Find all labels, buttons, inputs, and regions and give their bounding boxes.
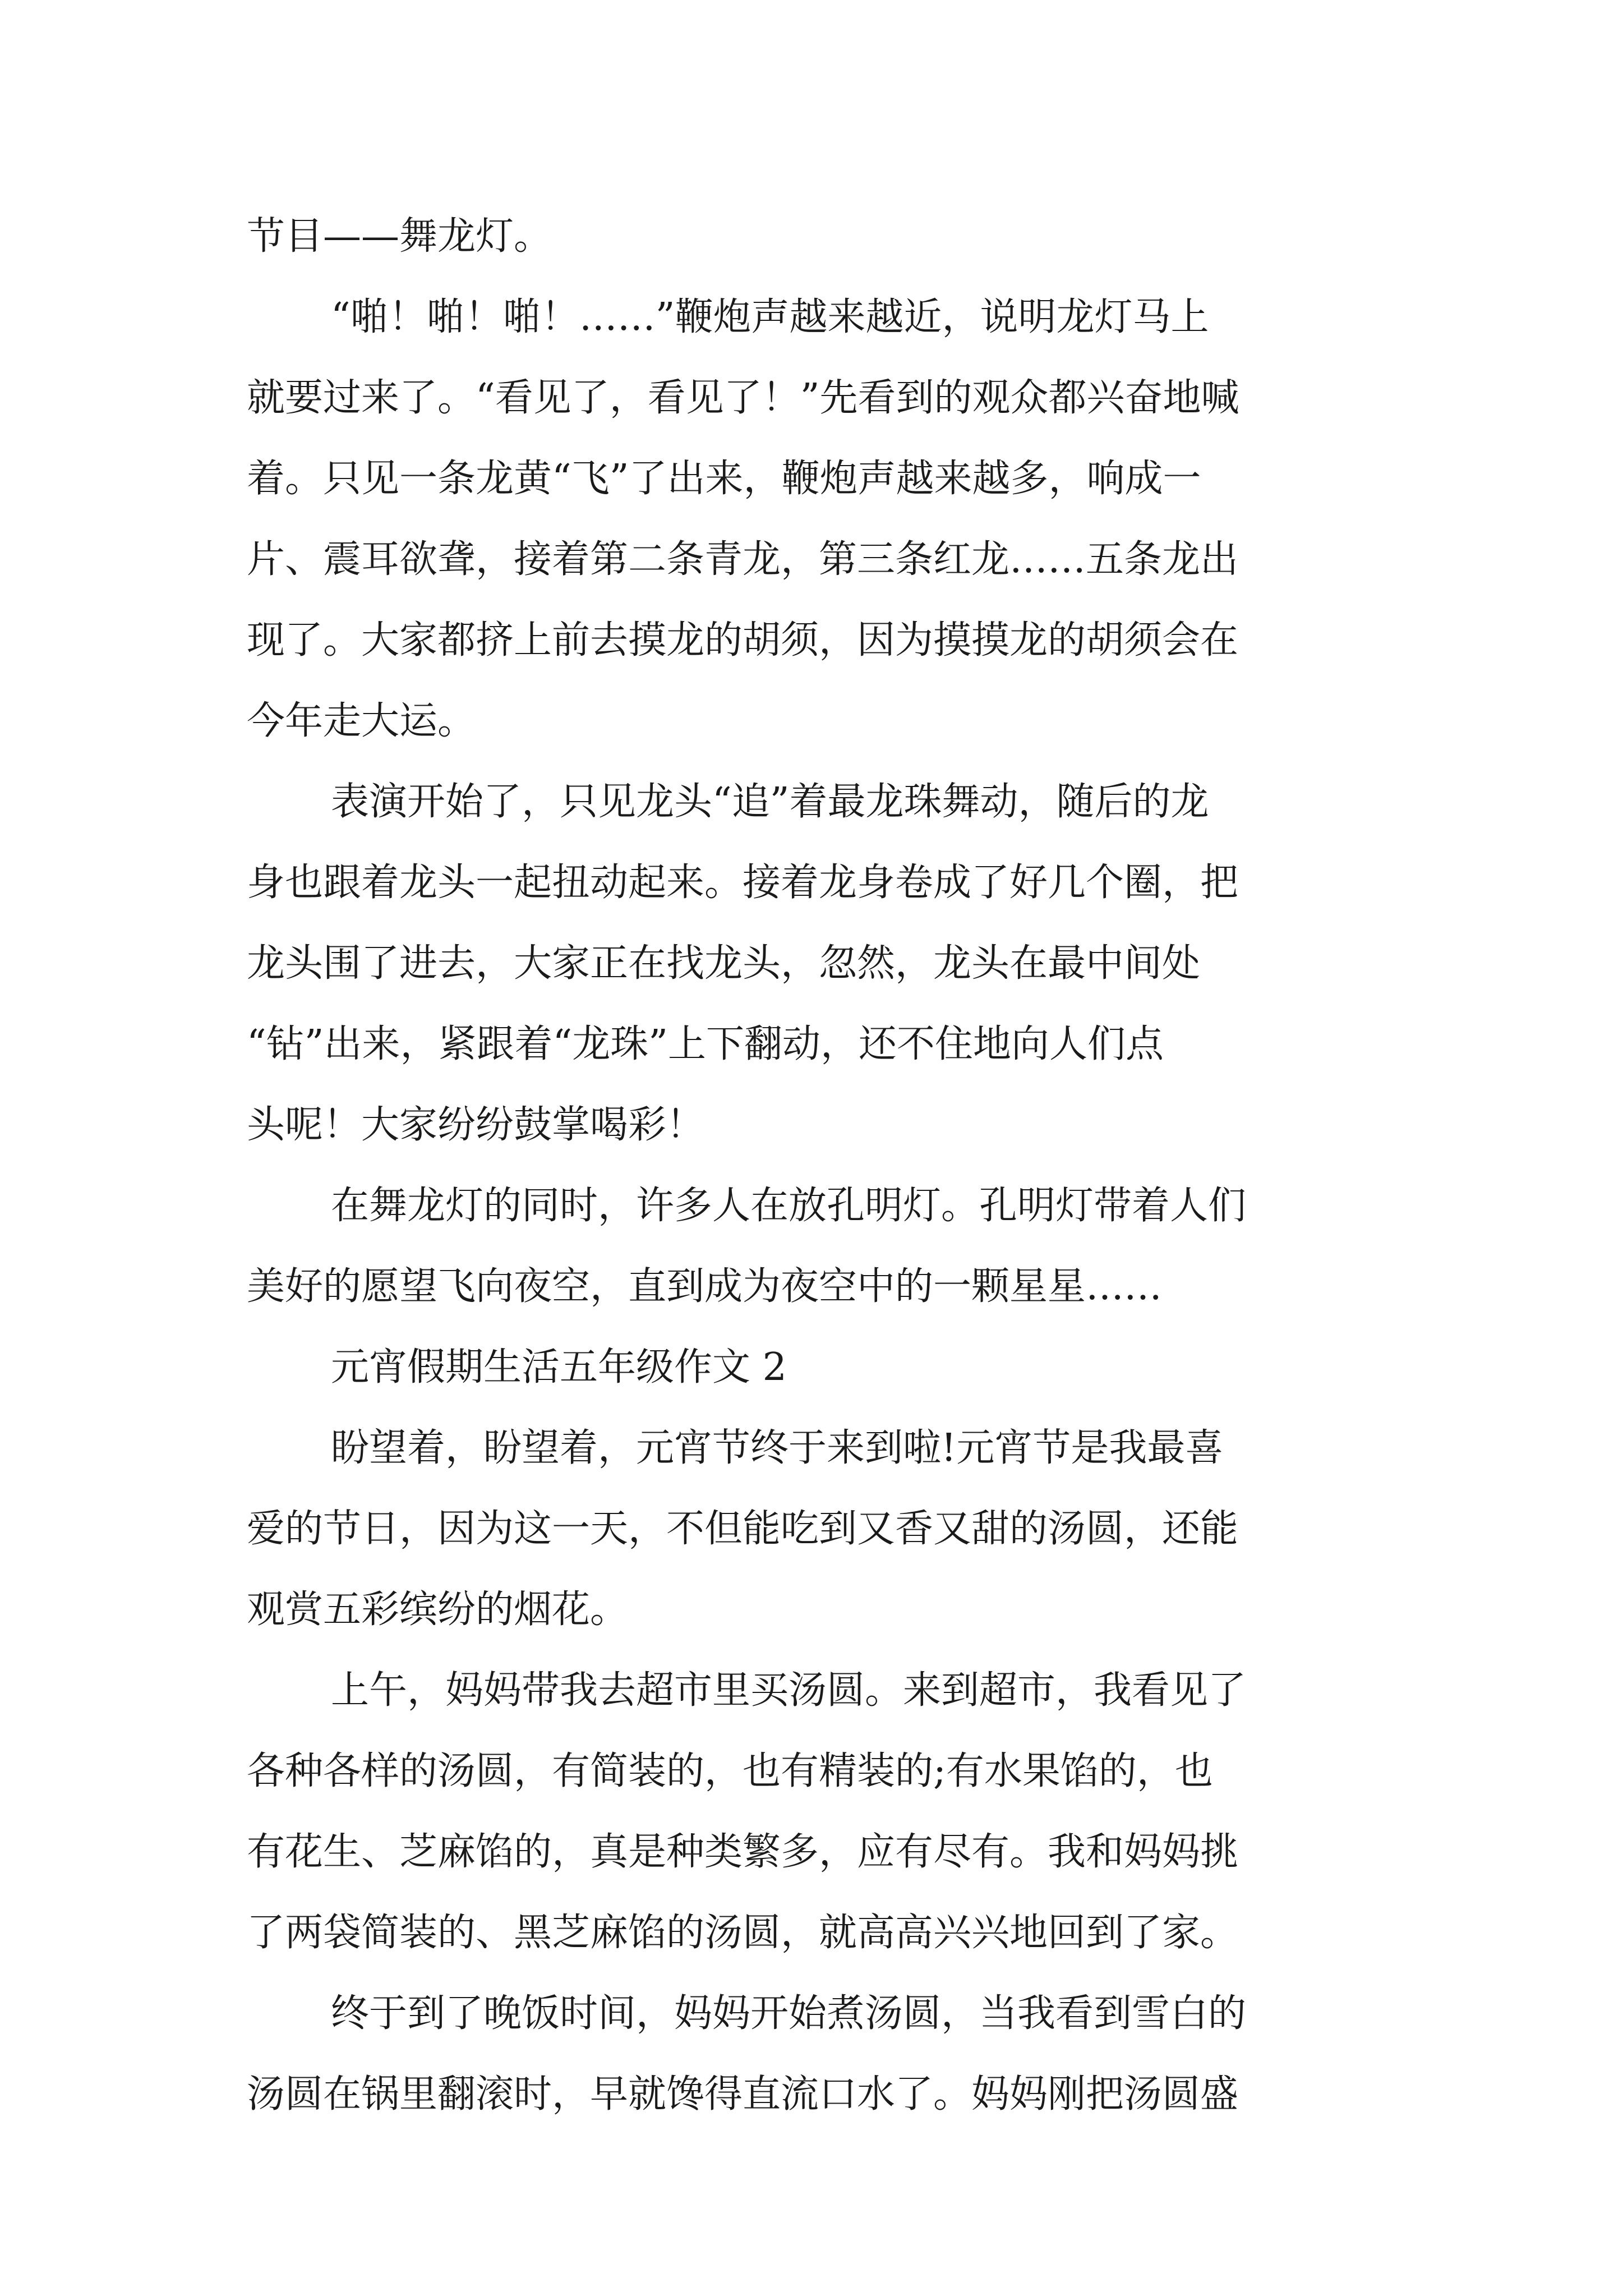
text-line: 终于到了晚饭时间，妈妈开始煮汤圆，当我看到雪白的: [331, 1991, 1247, 2036]
text-line: 观赏五彩缤纷的烟花。: [247, 1588, 629, 1632]
text-line: 汤圆在锅里翻滚时，早就馋得直流口水了。妈妈刚把汤圆盛: [247, 2072, 1239, 2116]
text-line: 元宵假期生活五年级作文 2: [331, 1345, 787, 1389]
text-line: 有花生、芝麻馅的，真是种类繁多，应有尽有。我和妈妈挑: [247, 1830, 1239, 1874]
text-line: “啪！啪！啪！……”鞭炮声越来越近，说明龙灯马上: [331, 295, 1209, 339]
text-line: 今年走大运。: [247, 699, 476, 743]
text-line: 就要过来了。“看见了，看见了！”先看到的观众都兴奋地喊: [247, 376, 1239, 420]
text-line: 表演开始了，只见龙头“追”着最龙珠舞动，随后的龙: [331, 780, 1209, 824]
text-line: 头呢！大家纷纷鼓掌喝彩！: [247, 1103, 705, 1147]
text-line: 节目——舞龙灯。: [247, 214, 552, 259]
document-body: [247, 196, 1385, 2135]
text-line: 盼望着，盼望着，元宵节终于来到啦!元宵节是我最喜: [331, 1426, 1224, 1470]
text-line: 爱的节日，因为这一天，不但能吃到又香又甜的汤圆，还能: [247, 1507, 1239, 1551]
text-line: 美好的愿望飞向夜空，直到成为夜空中的一颗星星……: [247, 1264, 1163, 1309]
text-line: 了两袋简装的、黑芝麻馅的汤圆，就高高兴兴地回到了家。: [247, 1911, 1239, 1955]
text-line: 片、震耳欲聋，接着第二条青龙，第三条红龙……五条龙出: [247, 537, 1239, 582]
text-line: 龙头围了进去，大家正在找龙头，忽然，龙头在最中间处: [247, 941, 1201, 986]
text-line: “钻”出来，紧跟着“龙珠”上下翻动，还不住地向人们点: [247, 1022, 1164, 1066]
text-line: 上午，妈妈带我去超市里买汤圆。来到超市，我看见了: [331, 1668, 1247, 1713]
text-line: 各种各样的汤圆，有简装的，也有精装的;有水果馅的，也: [247, 1749, 1213, 1793]
text-line: 身也跟着龙头一起扭动起来。接着龙身卷成了好几个圈，把: [247, 861, 1239, 905]
text-line: 着。只见一条龙黄“飞”了出来，鞭炮声越来越多，响成一: [247, 457, 1201, 501]
text-line: 现了。大家都挤上前去摸龙的胡须，因为摸摸龙的胡须会在: [247, 618, 1239, 662]
text-line: 在舞龙灯的同时，许多人在放孔明灯。孔明灯带着人们: [331, 1184, 1247, 1228]
